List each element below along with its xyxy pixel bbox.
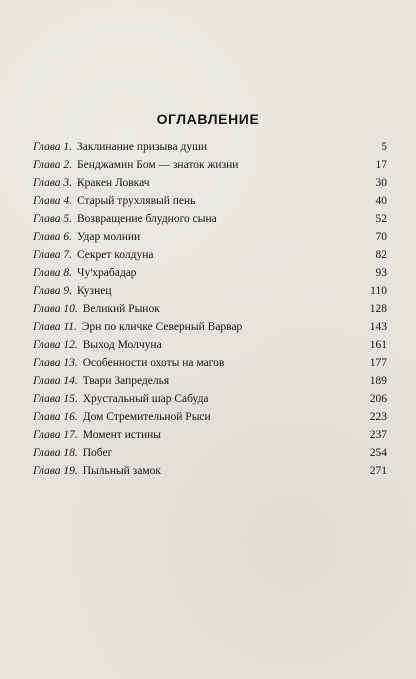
toc-row [33,357,387,375]
page-number: 128 [369,303,387,315]
chapter-title: Особенности охоты на магов [82,357,225,369]
chapter-title: Заклинание призыва души [77,141,208,153]
chapter-label: Глава 16. [33,411,78,423]
chapter-title: Удар молнии [77,231,141,243]
chapter-label: Глава 13. [33,357,78,369]
toc-row [33,393,387,411]
page-number: 40 [375,195,387,207]
toc-row [33,465,387,483]
chapter-title: Старый трухлявый пень [77,195,196,207]
toc-row [33,303,387,321]
chapter-title: Пыльный замок [82,465,161,477]
chapter-title: Момент истины [82,429,161,441]
chapter-label: Глава 2. [33,159,72,171]
chapter-label: Глава 10. [33,303,78,315]
chapter-title: Возвращение блудного сына [77,213,217,225]
chapter-label: Глава 8. [33,267,72,279]
page-number: 110 [370,285,387,297]
chapter-title: Хрустальный шар Сабуда [82,393,209,405]
toc-row [33,141,387,159]
toc-row [33,375,387,393]
chapter-label: Глава 6. [33,231,72,243]
page-number: 52 [375,213,387,225]
page-number: 189 [369,375,387,387]
page-number: 271 [369,465,387,477]
page-number: 177 [369,357,387,369]
chapter-label: Глава 7. [33,249,72,261]
chapter-title: Кракен Ловкач [77,177,150,189]
toc-row [33,231,387,249]
toc-row [33,159,387,177]
toc-row [33,321,387,339]
chapter-label: Глава 18. [33,447,78,459]
chapter-label: Глава 11. [33,321,77,333]
toc-row [33,267,387,285]
page-number: 82 [375,249,387,261]
toc-row [33,177,387,195]
page-number: 5 [381,141,387,153]
toc-row [33,447,387,465]
table-of-contents [33,141,387,483]
chapter-label: Глава 5. [33,213,72,225]
chapter-title: Секрет колдуна [77,249,154,261]
page-title: ОГЛАВЛЕНИЕ [156,111,260,127]
toc-row [33,249,387,267]
chapter-label: Глава 1. [33,141,72,153]
chapter-title: Твари Запределья [82,375,170,387]
page-number: 254 [369,447,387,459]
chapter-title: Дом Стремительной Рыси [82,411,211,423]
page-number: 17 [375,159,387,171]
chapter-label: Глава 17. [33,429,78,441]
toc-row [33,285,387,303]
chapter-title: Кузнец [77,285,112,297]
toc-row [33,339,387,357]
chapter-label: Глава 4. [33,195,72,207]
page-number: 70 [375,231,387,243]
chapter-label: Глава 12. [33,339,78,351]
toc-row [33,411,387,429]
chapter-label: Глава 15. [33,393,78,405]
chapter-label: Глава 3. [33,177,72,189]
page-number: 206 [369,393,387,405]
chapter-label: Глава 19. [33,465,78,477]
page-number: 93 [375,267,387,279]
page-number: 223 [369,411,387,423]
chapter-label: Глава 14. [33,375,78,387]
chapter-title: Бенджамин Бом — знаток жизни [77,159,239,171]
page-number: 237 [369,429,387,441]
chapter-title: Эрн по кличке Северный Варвар [81,321,243,333]
toc-row [33,195,387,213]
chapter-label: Глава 9. [33,285,72,297]
page-number: 30 [375,177,387,189]
page-number: 161 [369,339,387,351]
toc-row [33,429,387,447]
chapter-title: Выход Молчуна [82,339,162,351]
chapter-title: Чу'храбадар [77,267,137,279]
chapter-title: Великий Рынок [82,303,160,315]
chapter-title: Побег [82,447,113,459]
page-number: 143 [369,321,387,333]
toc-row [33,213,387,231]
